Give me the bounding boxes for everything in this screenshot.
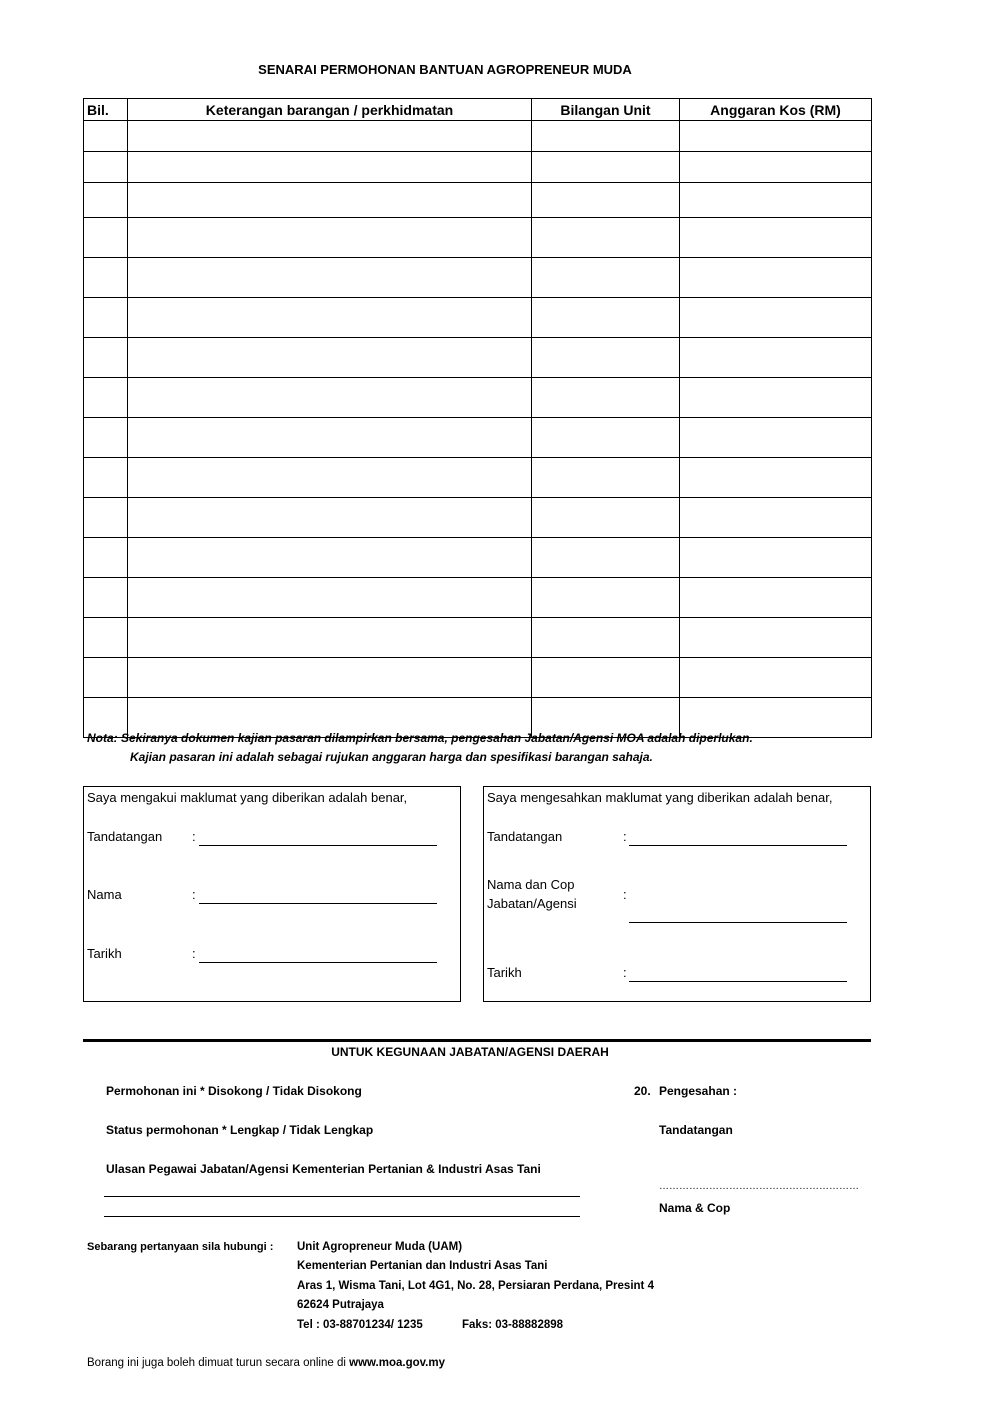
colon: : [192, 887, 196, 902]
description-cell[interactable] [128, 578, 532, 618]
description-cell[interactable] [128, 498, 532, 538]
bil-cell[interactable] [84, 578, 128, 618]
footer-link[interactable]: www.moa.gov.my [349, 1357, 445, 1369]
unit-cell[interactable] [532, 121, 680, 152]
colon: : [623, 965, 627, 980]
applicant-declaration-box [83, 786, 461, 1002]
unit-cell[interactable] [532, 378, 680, 418]
table-header-row [84, 99, 872, 121]
support-status: Permohonan ini * Disokong / Tidak Disokong [106, 1084, 362, 1098]
bil-cell[interactable] [84, 418, 128, 458]
bil-cell[interactable] [84, 498, 128, 538]
cost-cell[interactable] [680, 121, 872, 152]
section-number: 20. [634, 1084, 651, 1098]
remarks-line-2[interactable] [104, 1216, 580, 1217]
description-cell[interactable] [128, 258, 532, 298]
applicant-name-field[interactable] [199, 903, 437, 904]
description-cell[interactable] [128, 538, 532, 578]
contact-fax: Faks: 03-88882898 [462, 1319, 564, 1331]
table-row [84, 618, 872, 658]
cost-cell[interactable] [680, 338, 872, 378]
description-cell[interactable] [128, 658, 532, 698]
table-row [84, 183, 872, 218]
verifier-date-field[interactable] [629, 981, 847, 982]
description-cell[interactable] [128, 152, 532, 183]
cost-cell[interactable] [680, 298, 872, 338]
nota-line-1: Nota: Sekiranya dokumen kajian pasaran dilampirkan bersama, pengesahan Jabatan/Agensi MOA adalah diperlukan. [87, 731, 753, 745]
description-cell[interactable] [128, 218, 532, 258]
bil-cell[interactable] [84, 218, 128, 258]
colon: : [623, 829, 627, 844]
description-cell[interactable] [128, 121, 532, 152]
unit-cell[interactable] [532, 152, 680, 183]
cost-cell[interactable] [680, 658, 872, 698]
bil-cell[interactable] [84, 183, 128, 218]
confirmation-label: Pengesahan : [659, 1084, 738, 1098]
unit-cell[interactable] [532, 538, 680, 578]
contact-ministry: Kementerian Pertanian dan Industri Asas Tani [297, 1260, 548, 1272]
colon: : [192, 946, 196, 961]
applicant-date-label: Tarikh [87, 946, 122, 961]
section-divider [83, 1039, 871, 1042]
description-cell[interactable] [128, 378, 532, 418]
verifier-name-stamp-field[interactable] [629, 922, 847, 923]
description-cell[interactable] [128, 298, 532, 338]
table-row [84, 152, 872, 183]
contact-tel: Tel : 03-88701234/ 1235 [297, 1319, 423, 1331]
bil-cell[interactable] [84, 378, 128, 418]
cost-cell[interactable] [680, 578, 872, 618]
page-title: SENARAI PERMOHONAN BANTUAN AGROPRENEUR MUDA [258, 62, 632, 77]
cost-cell[interactable] [680, 183, 872, 218]
office-use-heading: UNTUK KEGUNAAN JABATAN/AGENSI DAERAH [331, 1045, 609, 1059]
bil-cell[interactable] [84, 121, 128, 152]
cost-cell[interactable] [680, 152, 872, 183]
unit-cell[interactable] [532, 658, 680, 698]
footer-text: Borang ini juga boleh dimuat turun secara online di [87, 1357, 350, 1369]
table-row [84, 458, 872, 498]
header-bil: Bil. [84, 99, 128, 121]
nota-line-2: Kajian pasaran ini adalah sebagai rujukan anggaran harga dan spesifikasi barangan sahaja. [130, 750, 653, 764]
description-cell[interactable] [128, 458, 532, 498]
colon: : [192, 829, 196, 844]
colon: : [623, 887, 627, 902]
verifier-heading: Saya mengesahkan maklumat yang diberikan adalah benar, [487, 790, 833, 805]
office-signature-dotted-line[interactable]: …………………………………………………… [659, 1181, 859, 1192]
unit-cell[interactable] [532, 218, 680, 258]
cost-cell[interactable] [680, 618, 872, 658]
verifier-name-stamp-label-2: Jabatan/Agensi [487, 896, 577, 911]
cost-cell[interactable] [680, 418, 872, 458]
table-row [84, 418, 872, 458]
contact-unit: Unit Agropreneur Muda (UAM) [297, 1241, 463, 1253]
applicant-signature-field[interactable] [199, 845, 437, 846]
description-cell[interactable] [128, 418, 532, 458]
description-cell[interactable] [128, 183, 532, 218]
applicant-signature-label: Tandatangan [87, 829, 163, 844]
unit-cell[interactable] [532, 258, 680, 298]
cost-cell[interactable] [680, 218, 872, 258]
footer-note [87, 1357, 445, 1369]
unit-cell[interactable] [532, 498, 680, 538]
description-cell[interactable] [128, 618, 532, 658]
cost-cell[interactable] [680, 258, 872, 298]
table-row [84, 338, 872, 378]
office-signature-label: Tandatangan [659, 1123, 733, 1137]
items-table [83, 98, 872, 738]
table-row [84, 218, 872, 258]
verifier-date-label: Tarikh [487, 965, 522, 980]
table-row [84, 538, 872, 578]
verifier-name-stamp-label-1: Nama dan Cop [487, 877, 575, 892]
application-status: Status permohonan * Lengkap / Tidak Lengkap [106, 1123, 374, 1137]
contact-label: Sebarang pertanyaan sila hubungi : [87, 1241, 274, 1253]
unit-cell[interactable] [532, 458, 680, 498]
table-row [84, 121, 872, 152]
table-row [84, 298, 872, 338]
table-row [84, 378, 872, 418]
unit-cell[interactable] [532, 418, 680, 458]
officer-remarks-label: Ulasan Pegawai Jabatan/Agensi Kementerian Pertanian & Industri Asas Tani [106, 1162, 541, 1176]
bil-cell[interactable] [84, 338, 128, 378]
applicant-date-field[interactable] [199, 962, 437, 963]
cost-cell[interactable] [680, 498, 872, 538]
unit-cell[interactable] [532, 618, 680, 658]
cost-cell[interactable] [680, 458, 872, 498]
header-keterangan: Keterangan barangan / perkhidmatan [128, 99, 532, 121]
bil-cell[interactable] [84, 258, 128, 298]
bil-cell[interactable] [84, 658, 128, 698]
verifier-declaration-box [483, 786, 871, 1002]
unit-cell[interactable] [532, 338, 680, 378]
unit-cell[interactable] [532, 298, 680, 338]
bil-cell[interactable] [84, 618, 128, 658]
cost-cell[interactable] [680, 378, 872, 418]
table-row [84, 658, 872, 698]
contact-address: Aras 1, Wisma Tani, Lot 4G1, No. 28, Persiaran Perdana, Presint 4 [297, 1280, 654, 1292]
verifier-signature-label: Tandatangan [487, 829, 563, 844]
remarks-line-1[interactable] [104, 1196, 580, 1197]
bil-cell[interactable] [84, 538, 128, 578]
header-anggaran-kos: Anggaran Kos (RM) [680, 99, 872, 121]
description-cell[interactable] [128, 338, 532, 378]
table-row [84, 258, 872, 298]
bil-cell[interactable] [84, 152, 128, 183]
unit-cell[interactable] [532, 183, 680, 218]
applicant-name-label: Nama [87, 887, 122, 902]
unit-cell[interactable] [532, 578, 680, 618]
verifier-signature-field[interactable] [629, 845, 847, 846]
header-bilangan-unit: Bilangan Unit [532, 99, 680, 121]
bil-cell[interactable] [84, 458, 128, 498]
contact-postcode: 62624 Putrajaya [297, 1299, 384, 1311]
table-row [84, 498, 872, 538]
applicant-heading: Saya mengakui maklumat yang diberikan adalah benar, [87, 790, 408, 805]
table-row [84, 578, 872, 618]
bil-cell[interactable] [84, 298, 128, 338]
office-name-stamp-label: Nama & Cop [659, 1201, 731, 1215]
cost-cell[interactable] [680, 538, 872, 578]
